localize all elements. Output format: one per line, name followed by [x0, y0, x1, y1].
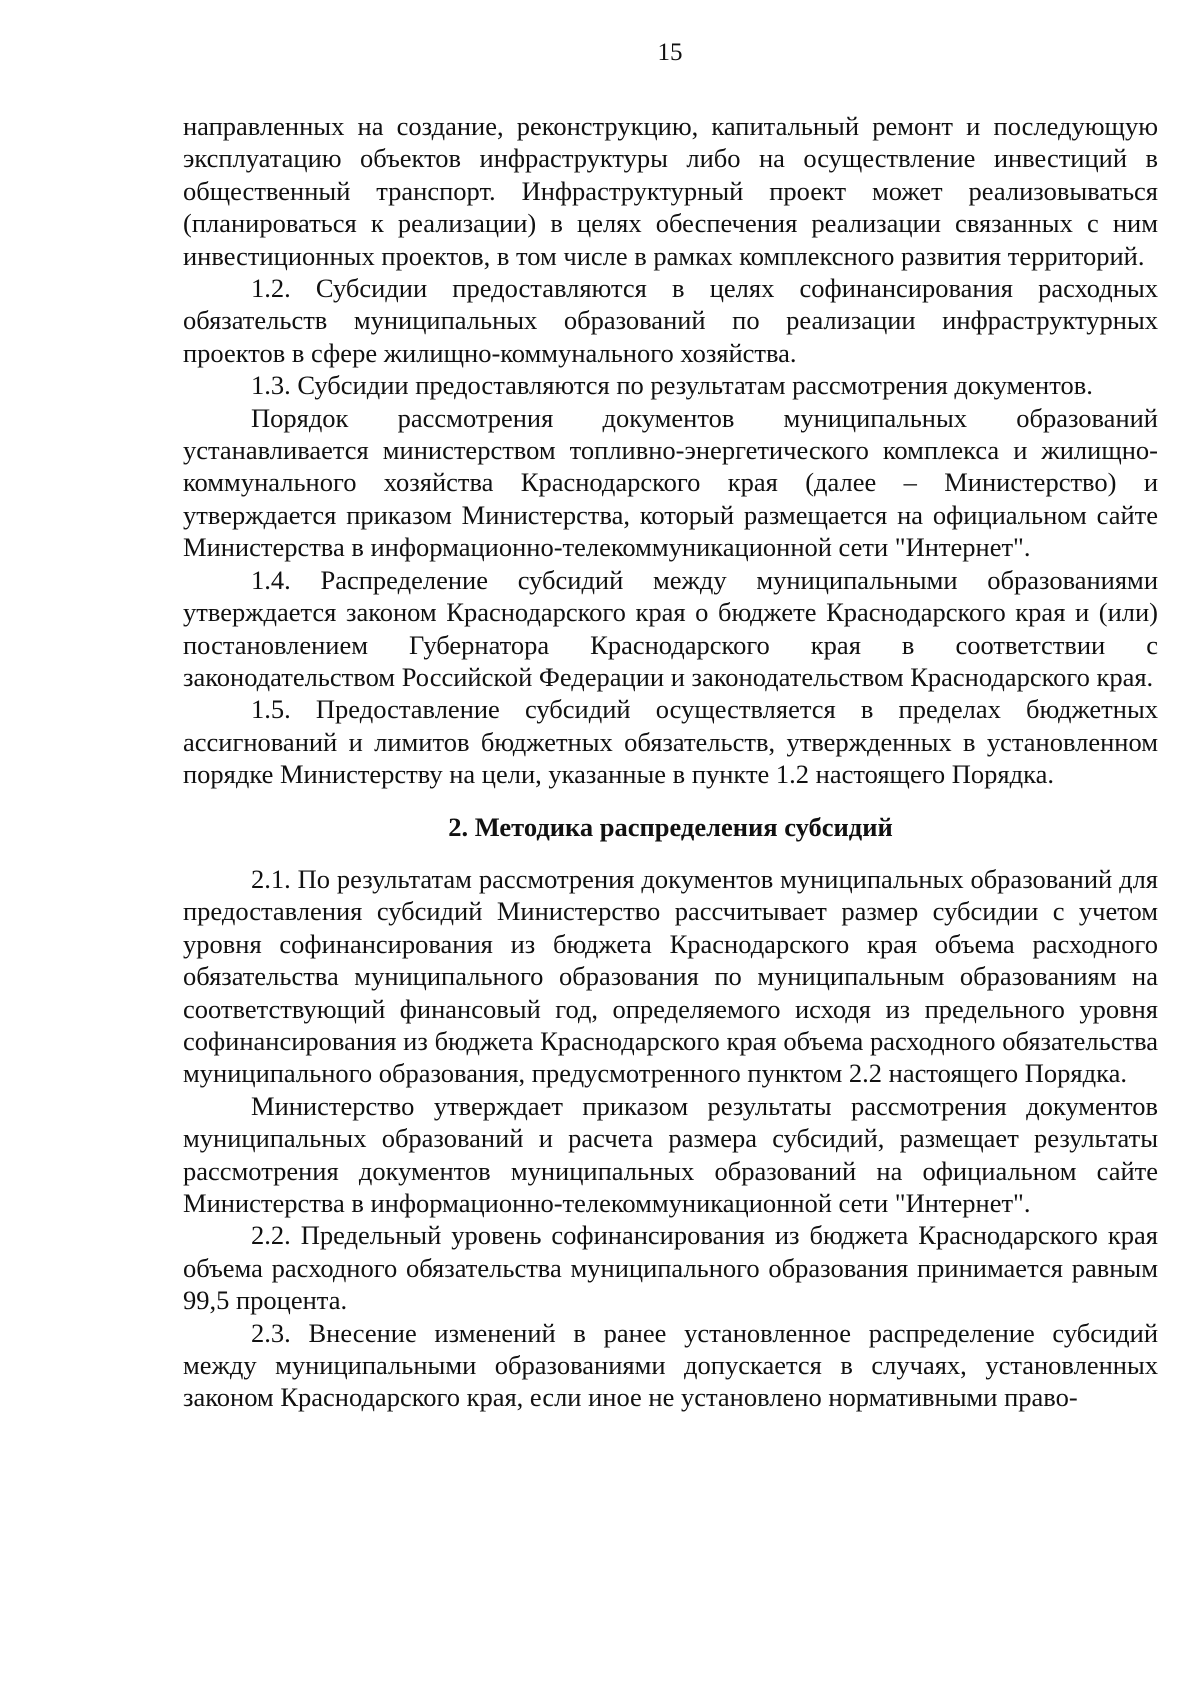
paragraph-1-2: 1.2. Субсидии предоставляются в целях софинансирования расходных обязательств муниципальных образований по реализации инфраструктурных проектов в сфере жилищно-коммунального хозяйства.: [183, 273, 1158, 368]
paragraph-2-3: 2.3. Внесение изменений в ранее установленное распределение субсидий между муниципальными образованиями допускается в случаях, установленных законом Краснодарского края, если иное не установлено нормативными право-: [183, 1317, 1158, 1413]
paragraph-review-procedure: Порядок рассмотрения документов муниципальных образований устанавливается министерством топливно-энергетического комплекса и жилищно-коммунального хозяйства Краснодарского края (далее – Министерство) и утверждается приказом Министерства, который размещается на официальном сайте Министерства в информационно-телекоммуникационной сети "Интернет".: [183, 402, 1158, 563]
paragraph-1-5: 1.5. Предоставление субсидий осуществляется в пределах бюджетных ассигнований и лимитов бюджетных обязательств, утвержденных в установленном порядке Министерству на цели, указанные в пункте 1.2 настоящего Порядка.: [183, 694, 1158, 790]
page-number: 15: [657, 39, 683, 66]
paragraph-2-1: 2.1. По результатам рассмотрения документов муниципальных образований для предоставления субсидий Министерство рассчитывает размер субсидии с учетом уровня софинансирования из бюджета Краснодарского края объема расходного обязательства муниципального образования по муниципальным образованиям на соответствующий финансовый год, определяемого исходя из предельного уровня софинансирования из бюджета Краснодарского края объема расходного обязательства муниципального образования, предусмотренного пунктом 2.2 настоящего Порядка.: [183, 863, 1158, 1089]
paragraph-1-4: 1.4. Распределение субсидий между муниципальными образованиями утверждается законом Краснодарского края о бюджете Краснодарского края и (или) постановлением Губернатора Краснодарского края в соответствии с законодательством Российской Федерации и законодательством Краснодарского края.: [183, 564, 1158, 692]
paragraph-ministry-approval: Министерство утверждает приказом результаты рассмотрения документов муниципальных образований и расчета размера субсидий, размещает результаты рассмотрения документов муниципальных образований на официальном сайте Министерства в информационно-телекоммуникационной сети "Интернет".: [183, 1090, 1158, 1218]
paragraph-1-3: 1.3. Субсидии предоставляются по результатам рассмотрения документов.: [251, 370, 1093, 401]
section-2-heading: 2. Методика распределения субсидий: [448, 811, 893, 842]
paragraph-continuation: направленных на создание, реконструкцию, капитальный ремонт и последующую эксплуатацию объектов инфраструктуры либо на осуществление инвестиций в общественный транспорт. Инфраструктурный проект может реализовываться (планироваться к реализации) в целях обеспечения реализации связанных с ним инвестиционных проектов, в том числе в рамках комплексного развития территорий.: [183, 111, 1158, 271]
paragraph-2-2: 2.2. Предельный уровень софинансирования из бюджета Краснодарского края объема расходного обязательства муниципального образования принимается равным 99,5 процента.: [183, 1220, 1158, 1316]
document-body: [183, 110, 1158, 1414]
